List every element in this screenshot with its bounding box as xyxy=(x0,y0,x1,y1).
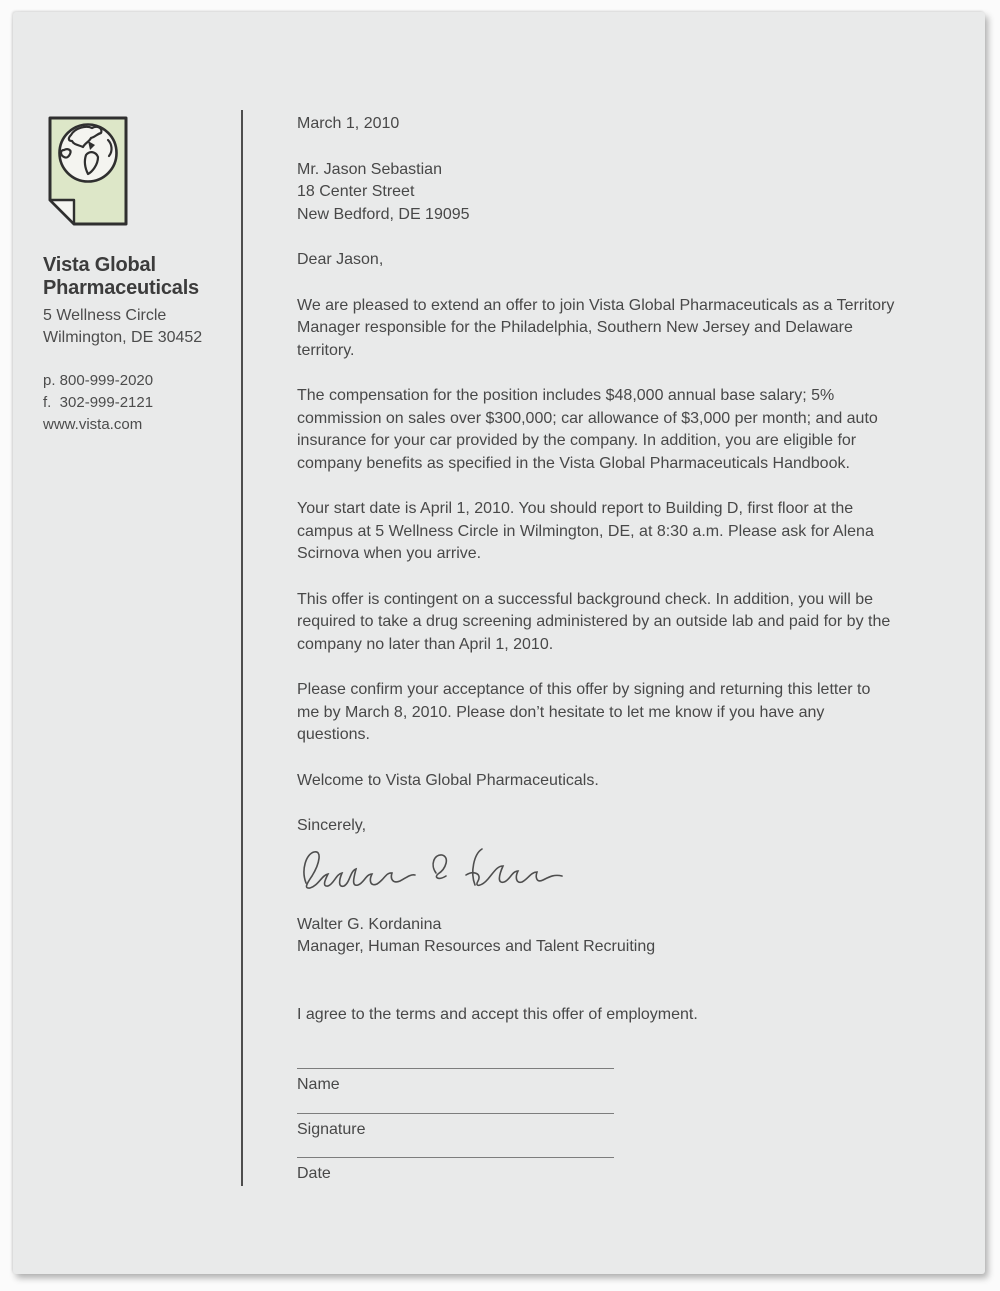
company-website: www.vista.com xyxy=(43,416,143,433)
letterhead-divider xyxy=(241,110,243,1186)
body-paragraph: Welcome to Vista Global Pharmaceuticals. xyxy=(297,771,599,789)
recipient-line: Mr. Jason Sebastian xyxy=(297,160,442,178)
letterhead xyxy=(43,254,238,436)
company-name xyxy=(43,254,238,300)
signature-field-label: Signature xyxy=(297,1120,366,1138)
company-contact xyxy=(43,370,238,436)
signature-field xyxy=(297,1113,614,1142)
letter-date: March 1, 2010 xyxy=(297,115,400,132)
recipient-address xyxy=(297,159,897,227)
date-field xyxy=(297,1157,614,1186)
company-phone: p. 800-999-2020 xyxy=(43,372,154,389)
company-address-line: 5 Wellness Circle xyxy=(43,307,167,324)
name-field xyxy=(297,1068,614,1097)
letter-body xyxy=(297,113,897,1202)
company-name-line: Pharmaceuticals xyxy=(43,277,199,299)
acceptance-statement: I agree to the terms and accept this offer of employment. xyxy=(297,1005,698,1023)
letter-page xyxy=(13,12,985,1274)
signer-name: Walter G. Kordanina xyxy=(297,915,442,933)
signer-title: Manager, Human Resources and Talent Recruiting xyxy=(297,938,656,955)
closing: Sincerely, xyxy=(297,817,367,834)
body-paragraph: This offer is contingent on a successful background check. In addition, you will be required to take a drug screening administered by an outside lab and paid for by the company no later than April 1, 2010. xyxy=(297,590,891,653)
salutation: Dear Jason, xyxy=(297,251,384,268)
name-field-label: Name xyxy=(297,1076,340,1093)
body-paragraph: We are pleased to extend an offer to join Vista Global Pharmaceuticals as a Territory Manager responsible for the Philadelphia, Southern New Jersey and Delaware territory. xyxy=(297,296,895,359)
company-address-line: Wilmington, DE 30452 xyxy=(43,329,203,346)
company-fax: f. 302-999-2121 xyxy=(43,394,154,411)
recipient-line: 18 Center Street xyxy=(297,183,415,200)
globe-document-icon xyxy=(40,112,136,230)
date-field-label: Date xyxy=(297,1165,331,1182)
body-paragraph: Your start date is April 1, 2010. You should report to Building D, first floor at the campus at 5 Wellness Circle in Wilmington, DE, at 8:30 a.m. Please ask for Alena Scirnova when you arrive. xyxy=(297,500,874,562)
recipient-line: New Bedford, DE 19095 xyxy=(297,205,470,223)
signature-fields xyxy=(297,1068,897,1186)
body-paragraph: Please confirm your acceptance of this offer by signing and returning this letter to me by March 8, 2010. Please don’t hesitate to let me know if you have any questions. xyxy=(297,681,871,743)
handwritten-signature xyxy=(297,841,575,905)
body-paragraph: The compensation for the position includes $48,000 annual base salary; 5% commission on sales over $300,000; car allowance of $3,000 per month; and auto insurance for your car provided by the company. In addition, you are eligible for company benefits as specified in the Vista Global Pharmaceuticals Handbook. xyxy=(297,387,878,472)
company-name-line: Vista Global xyxy=(43,254,156,276)
